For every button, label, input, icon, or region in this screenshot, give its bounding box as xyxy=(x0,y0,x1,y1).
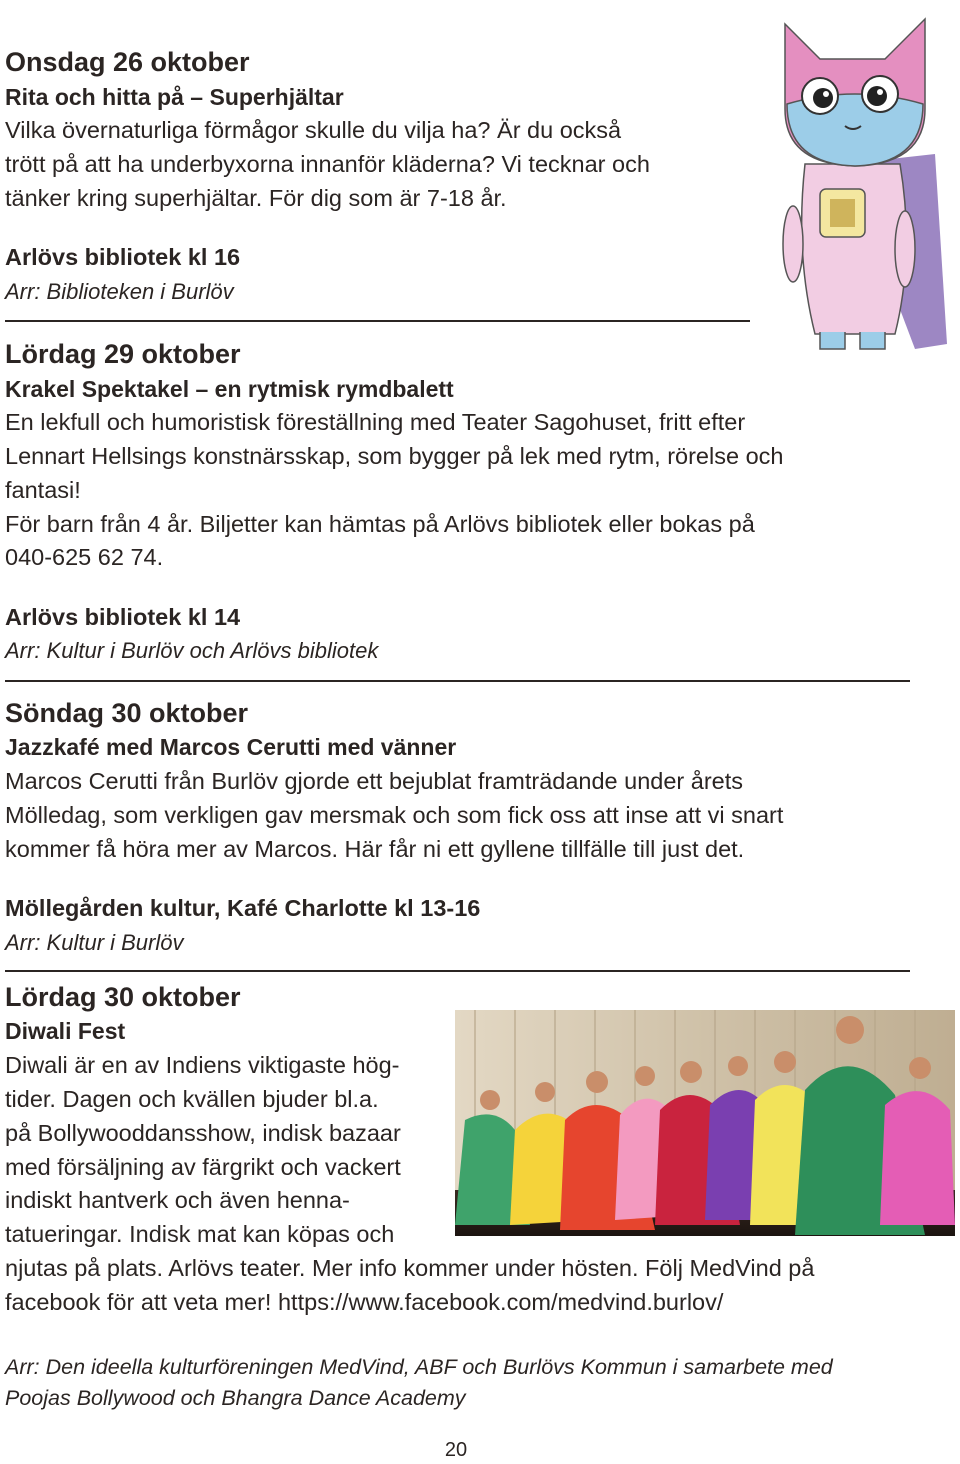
event4-body-line: tatueringar. Indisk mat kan köpas och xyxy=(5,1221,395,1247)
event1-date: Onsdag 26 oktober xyxy=(5,47,250,77)
page-number: 20 xyxy=(444,1439,468,1461)
event1-body-line: trött på att ha underbyxorna innanför kläderna? Vi tecknar och xyxy=(5,151,650,177)
event4-title: Diwali Fest xyxy=(5,1018,126,1044)
event2-body-line: 040-625 62 74. xyxy=(5,544,164,570)
event1-place: Arlövs bibliotek kl 16 xyxy=(5,244,241,270)
event3-body-line: Marcos Cerutti från Burlöv gjorde ett bejublat framträdande under årets xyxy=(5,768,744,794)
event3-arr: Arr: Kultur i Burlöv xyxy=(5,930,184,955)
event2-place: Arlövs bibliotek kl 14 xyxy=(5,604,241,630)
event4-arr-line: Arr: Den ideella kulturföreningen MedVind, ABF och Burlövs Kommun i samarbete med xyxy=(5,1355,833,1379)
event4-body-line: njutas på plats. Arlövs teater. Mer info kommer under hösten. Följ MedVind på xyxy=(5,1255,815,1281)
event4-arr-line: Poojas Bollywood och Bhangra Dance Academy xyxy=(5,1386,466,1410)
event4-date: Lördag 30 oktober xyxy=(5,982,241,1012)
event2-date: Lördag 29 oktober xyxy=(5,339,241,369)
divider xyxy=(5,680,910,682)
event4-body-line: på Bollywooddansshow, indisk bazaar xyxy=(5,1120,401,1146)
event1-body-line: tänker kring superhjältar. För dig som är 7-18 år. xyxy=(5,185,507,211)
event1-body-line: Vilka övernaturliga förmågor skulle du vilja ha? Är du också xyxy=(5,117,622,143)
event3-date: Söndag 30 oktober xyxy=(5,698,249,728)
event4-body-line: Diwali är en av Indiens viktigaste hög- xyxy=(5,1052,400,1078)
event3-title: Jazzkafé med Marcos Cerutti med vänner xyxy=(5,734,457,760)
event3-body-line: Mölledag, som verkligen gav mersmak och som fick oss att inse att vi snart xyxy=(5,802,784,828)
event4-body-line: tider. Dagen och kvällen bjuder bl.a. xyxy=(5,1086,379,1112)
event2-body-line: En lekfull och humoristisk föreställning med Teater Sagohuset, fritt efter xyxy=(5,409,746,435)
event1-title: Rita och hitta på – Superhjältar xyxy=(5,84,344,110)
divider xyxy=(5,320,750,322)
event3-place: Möllegården kultur, Kafé Charlotte kl 13-16 xyxy=(5,895,481,921)
event1-arr: Arr: Biblioteken i Burlöv xyxy=(5,279,234,304)
event4-body-line: facebook för att veta mer! https://www.facebook.com/medvind.burlov/ xyxy=(5,1289,724,1315)
event2-arr: Arr: Kultur i Burlöv och Arlövs bibliotek xyxy=(5,638,379,663)
event2-body-line: För barn från 4 år. Biljetter kan hämtas på Arlövs bibliotek eller bokas på xyxy=(5,511,755,537)
event4-body-line: med försäljning av färgrikt och vackert xyxy=(5,1154,401,1180)
event2-body-line: Lennart Hellsings konstnärsskap, som bygger på lek med rytm, rörelse och xyxy=(5,443,784,469)
event3-body-line: kommer få höra mer av Marcos. Här får ni ett gyllene tillfälle till just det. xyxy=(5,836,745,862)
superhero-cat-illustration xyxy=(775,14,950,359)
event2-title: Krakel Spektakel – en rytmisk rymdbalett xyxy=(5,376,454,402)
dancers-photo xyxy=(455,1010,955,1236)
event4-body-line: indiskt hantverk och även henna- xyxy=(5,1187,350,1213)
event2-body-line: fantasi! xyxy=(5,477,81,503)
divider xyxy=(5,970,910,972)
